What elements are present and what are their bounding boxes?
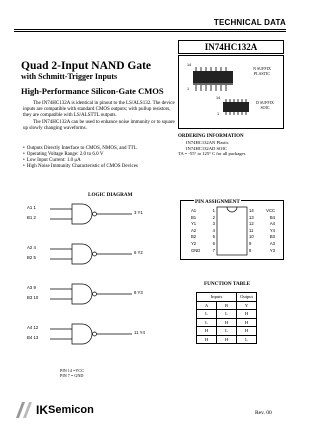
pin-assignment-title: PIN ASSIGNMENT (195, 199, 240, 205)
gate1-output: 3 Y1 (134, 210, 143, 215)
description-para-1: The IN74HC132A is identical in pinout to the LS/ALS132. The device inputs are compatible with standard CMOS outputs; with pullup resistors, they are compatible with LS/ALSTTL outputs. (23, 101, 175, 119)
logic-diagram (20, 200, 170, 365)
document-subtitle: with Schmitt-Trigger Inputs (21, 72, 118, 81)
pin-row: Y1 3 (191, 221, 215, 227)
section-label: TECHNICAL DATA (213, 18, 286, 27)
ordering-title: ORDERING INFORMATION (178, 134, 244, 139)
left-pins (191, 208, 215, 254)
pin-row: GND 7 (191, 247, 215, 253)
d-suffix-name: D SUFFIX (256, 100, 274, 105)
d-suffix-type: SOIC (260, 105, 270, 110)
gate3-input-a: A3 9 (27, 285, 36, 290)
header-rule (14, 29, 286, 30)
d-suffix-label (249, 100, 281, 110)
gate4-input-a: A4 12 (27, 325, 39, 330)
revision-label: Rev. 00 (255, 410, 272, 416)
logo-mark-icon (14, 400, 36, 420)
pin-row: 9 A3 (249, 240, 275, 246)
ordering-info (178, 140, 246, 157)
logo-semicon-text: Semicon (48, 404, 94, 416)
soic-pin-1: 1 (217, 112, 220, 116)
description-para-2: The IN74HC132A can be used to enhance noise immunity or to square up slowly changing waveforms. (23, 119, 175, 131)
table-header-row (197, 301, 257, 310)
feature-list (23, 146, 183, 170)
gate2-output: 6 Y2 (134, 250, 143, 255)
pin-row: 11 Y4 (249, 227, 275, 233)
column-header: A (197, 301, 217, 310)
feature-item: • High Noise Immunity Characteristic of CMOS Devices (23, 164, 183, 170)
feature-item: • Low Input Current: 1.0 μA (23, 158, 183, 164)
gate1-input-b: B1 2 (27, 215, 36, 220)
dip-pin-14: 14 (187, 63, 192, 67)
ordering-line: IN74HC132AN Plastic (186, 140, 229, 145)
right-pins (249, 208, 275, 254)
soic-package-icon (223, 99, 249, 115)
table-row: L L H (197, 310, 257, 319)
pin-row: B2 5 (191, 234, 215, 240)
n-suffix-label (245, 66, 279, 76)
table-row: H L H (197, 327, 257, 336)
pin-row: A1 1 (191, 208, 215, 213)
gnd-pin-note: PIN 7 = GND (60, 373, 84, 378)
gate3-output: 8 Y3 (134, 290, 143, 295)
header-rule-2 (14, 31, 286, 32)
description (23, 101, 178, 132)
soic-pin-14: 14 (216, 96, 221, 100)
ordering-temp-range: TA = -55° to 125° C for all packages (178, 151, 246, 157)
pin-row: 13 B4 (249, 214, 275, 220)
gate2-input-b: B2 5 (27, 255, 36, 260)
n-suffix-type: PLASTIC (253, 71, 271, 76)
gate1-input-a: A1 1 (27, 205, 36, 210)
table-row: L H H (197, 318, 257, 327)
column-header: B (217, 301, 237, 310)
pin-row: Y2 6 (191, 240, 215, 246)
logic-diagram-svg (20, 200, 170, 365)
column-header: Y (237, 301, 257, 310)
function-table-title: FUNCTION TABLE (204, 281, 251, 287)
pin-row: A2 4 (191, 227, 215, 233)
table-row: H H L (197, 335, 257, 344)
logo-ik-text: IK (36, 403, 48, 417)
vcc-pin-note: PIN 14 =VCC (60, 368, 85, 373)
ik-semicon-logo (14, 400, 94, 420)
n-suffix-name: N SUFFIX (253, 66, 271, 71)
pin-row: 12 A4 (249, 221, 275, 227)
logic-diagram-title: LOGIC DIAGRAM (88, 192, 133, 198)
pin-row: 10 B3 (249, 234, 275, 240)
gate4-output: 11 Y4 (134, 330, 145, 335)
document-title: Quad 2-Input NAND Gate (21, 60, 152, 72)
gate4-input-b: B4 13 (27, 335, 39, 340)
power-pin-note (60, 368, 84, 378)
function-table (196, 292, 257, 344)
dip-package-icon (193, 67, 233, 91)
gate2-input-a: A2 4 (27, 245, 36, 250)
technology-line: High-Performance Silicon-Gate CMOS (21, 86, 164, 96)
ordering-line: IN74HC132AD SOIC (186, 145, 227, 151)
pin-assignment-box (180, 200, 284, 260)
output-header: Output (237, 293, 257, 302)
inputs-header: Inputs (197, 293, 237, 302)
gate3-input-b: B3 10 (27, 295, 39, 300)
package-box (178, 55, 284, 129)
part-number: IN74HC132A (178, 40, 284, 54)
table-group-row (197, 293, 257, 302)
feature-item: • Operating Voltage Range: 2.0 to 6.0 V (23, 152, 183, 158)
dip-pin-1: 1 (187, 87, 190, 91)
pin-row: 8 Y3 (249, 247, 275, 253)
pin-row: B1 2 (191, 214, 215, 220)
pin-row: 14 VCC (249, 208, 275, 213)
feature-item: • Outputs Directly Interface to CMOS, NMOS, and TTL (23, 146, 183, 152)
